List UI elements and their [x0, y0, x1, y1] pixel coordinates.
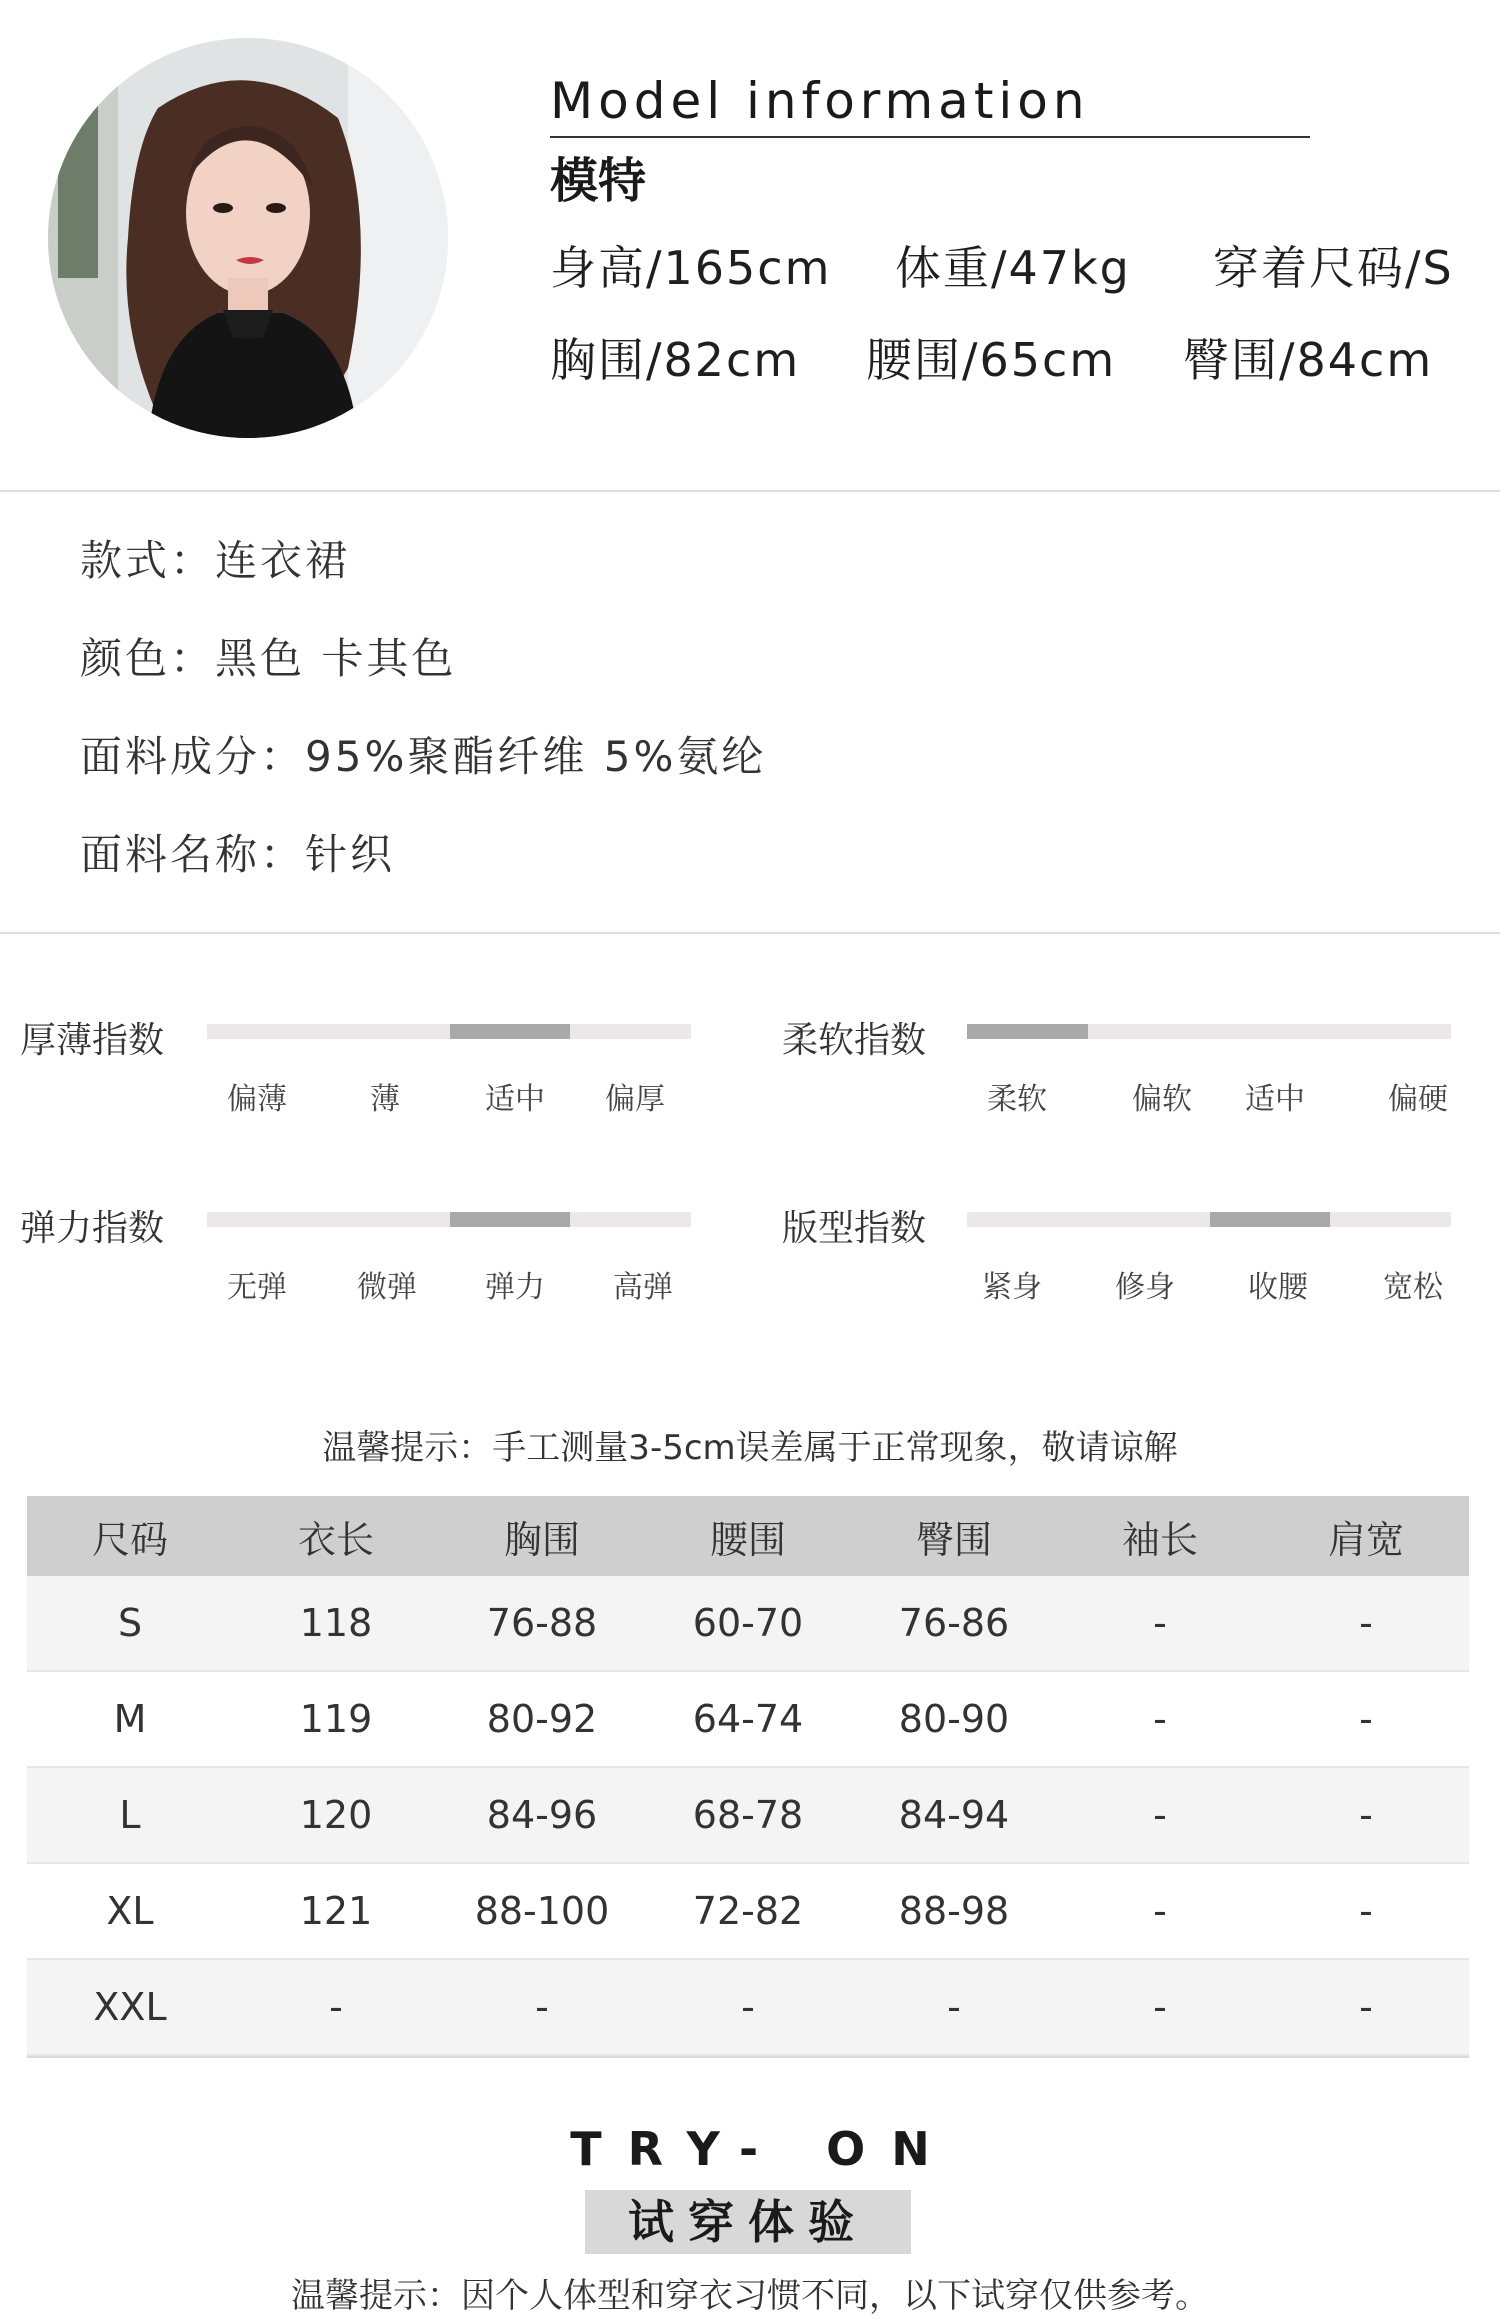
table-cell: - [851, 1959, 1057, 2055]
table-row [27, 1576, 1469, 1671]
table-cell: 76-86 [851, 1576, 1057, 1671]
size-table-note: 温馨提示：手工测量3-5cm误差属于正常现象，敬请谅解 [322, 1428, 1178, 1468]
attr-color-label: 颜色： [80, 634, 216, 683]
elasticity-label: 微弹 [357, 1270, 417, 1305]
header-waist: 腰围 [645, 1496, 851, 1576]
table-cell: 119 [233, 1671, 439, 1767]
table-cell: 88-100 [439, 1863, 645, 1959]
table-row [27, 1959, 1469, 2055]
table-cell: - [645, 1959, 851, 2055]
fit-label: 宽松 [1383, 1270, 1443, 1305]
table-cell: 118 [233, 1576, 439, 1671]
attr-color-value: 黑色 卡其色 [215, 634, 457, 683]
model-portrait-image [48, 38, 448, 438]
table-cell: - [1057, 1863, 1263, 1959]
fit-index-title: 版型指数 [782, 1208, 927, 1249]
model-hip: 臀围/84cm [1183, 333, 1434, 387]
thickness-index-marker [450, 1024, 570, 1039]
table-cell: XL [27, 1863, 233, 1959]
table-cell: 76-88 [439, 1576, 645, 1671]
fit-label: 紧身 [982, 1270, 1042, 1305]
softness-label: 偏硬 [1388, 1082, 1448, 1117]
elasticity-label: 高弹 [613, 1270, 673, 1305]
table-cell: - [1057, 1959, 1263, 2055]
header-bust: 胸围 [439, 1496, 645, 1576]
elasticity-label: 弹力 [485, 1270, 545, 1305]
table-cell: - [1263, 1767, 1469, 1863]
table-cell: 80-92 [439, 1671, 645, 1767]
table-cell: L [27, 1767, 233, 1863]
try-on-badge: 试穿体验 [585, 2190, 911, 2254]
model-info-heading: Model information [550, 72, 1090, 130]
softness-index-bar [967, 1024, 1451, 1039]
attr-fabric [80, 822, 395, 882]
table-cell: 64-74 [645, 1671, 851, 1767]
table-cell: XXL [27, 1959, 233, 2055]
table-row [27, 1863, 1469, 1959]
size-table [27, 1496, 1469, 2058]
model-photo [48, 38, 448, 438]
table-cell: 121 [233, 1863, 439, 1959]
table-cell: - [1057, 1767, 1263, 1863]
table-cell: 84-96 [439, 1767, 645, 1863]
model-weight: 体重/47kg [895, 241, 1131, 295]
table-cell: - [1263, 1671, 1469, 1767]
table-cell: - [1263, 1576, 1469, 1671]
thickness-label: 偏薄 [227, 1082, 287, 1117]
attr-style-value: 连衣裙 [215, 536, 351, 585]
model-bust: 胸围/82cm [550, 333, 801, 387]
fit-index-bar [967, 1212, 1451, 1227]
thickness-label: 适中 [485, 1082, 545, 1117]
header-length: 衣长 [233, 1496, 439, 1576]
attr-color [80, 626, 456, 686]
thickness-label: 偏厚 [605, 1082, 665, 1117]
table-cell: 120 [233, 1767, 439, 1863]
model-size: 穿着尺码/S [1213, 241, 1454, 295]
divider [0, 490, 1500, 492]
model-subheading: 模特 [550, 153, 647, 209]
try-on-note: 温馨提示：因个人体型和穿衣习惯不同，以下试穿仅供参考。 [291, 2276, 1209, 2316]
elasticity-index-bar [207, 1212, 691, 1227]
header-size: 尺码 [27, 1496, 233, 1576]
table-cell: S [27, 1576, 233, 1671]
softness-label: 适中 [1245, 1082, 1305, 1117]
model-waist: 腰围/65cm [866, 333, 1117, 387]
table-cell: - [1263, 1959, 1469, 2055]
softness-index-title: 柔软指数 [782, 1020, 927, 1061]
model-height: 身高/165cm [550, 241, 832, 295]
table-cell: - [439, 1959, 645, 2055]
heading-underline [550, 136, 1310, 138]
attr-composition [80, 724, 766, 784]
table-row [27, 1671, 1469, 1767]
elasticity-label: 无弹 [227, 1270, 287, 1305]
fit-label: 收腰 [1248, 1270, 1308, 1305]
attr-style-label: 款式： [80, 536, 216, 585]
elasticity-index-marker [450, 1212, 570, 1227]
table-cell: 88-98 [851, 1863, 1057, 1959]
attr-fabric-label: 面料名称： [80, 830, 306, 879]
table-cell: 60-70 [645, 1576, 851, 1671]
try-on-title: TRY- ON [570, 2122, 956, 2176]
attr-composition-label: 面料成分： [80, 732, 306, 781]
table-cell: - [1263, 1863, 1469, 1959]
attr-style [80, 528, 350, 588]
softness-index-marker [967, 1024, 1088, 1039]
thickness-index-title: 厚薄指数 [20, 1020, 165, 1061]
table-cell: - [233, 1959, 439, 2055]
table-cell: 68-78 [645, 1767, 851, 1863]
table-cell: - [1057, 1576, 1263, 1671]
attr-fabric-value: 针织 [305, 830, 396, 879]
softness-label: 柔软 [987, 1082, 1047, 1117]
header-hip: 臀围 [851, 1496, 1057, 1576]
header-shoulder: 肩宽 [1263, 1496, 1469, 1576]
attr-composition-value: 95%聚酯纤维 5%氨纶 [305, 732, 767, 781]
header-sleeve: 袖长 [1057, 1496, 1263, 1576]
table-cell: 72-82 [645, 1863, 851, 1959]
softness-label: 偏软 [1132, 1082, 1192, 1117]
thickness-index-bar [207, 1024, 691, 1039]
table-cell: - [1057, 1671, 1263, 1767]
table-cell: M [27, 1671, 233, 1767]
size-table-header-row [27, 1496, 1469, 1576]
thickness-label: 薄 [370, 1082, 400, 1117]
table-cell: 80-90 [851, 1671, 1057, 1767]
table-cell: 84-94 [851, 1767, 1057, 1863]
fit-index-marker [1210, 1212, 1330, 1227]
elasticity-index-title: 弹力指数 [20, 1208, 165, 1249]
table-row [27, 1767, 1469, 1863]
fit-label: 修身 [1115, 1270, 1175, 1305]
divider [0, 932, 1500, 934]
